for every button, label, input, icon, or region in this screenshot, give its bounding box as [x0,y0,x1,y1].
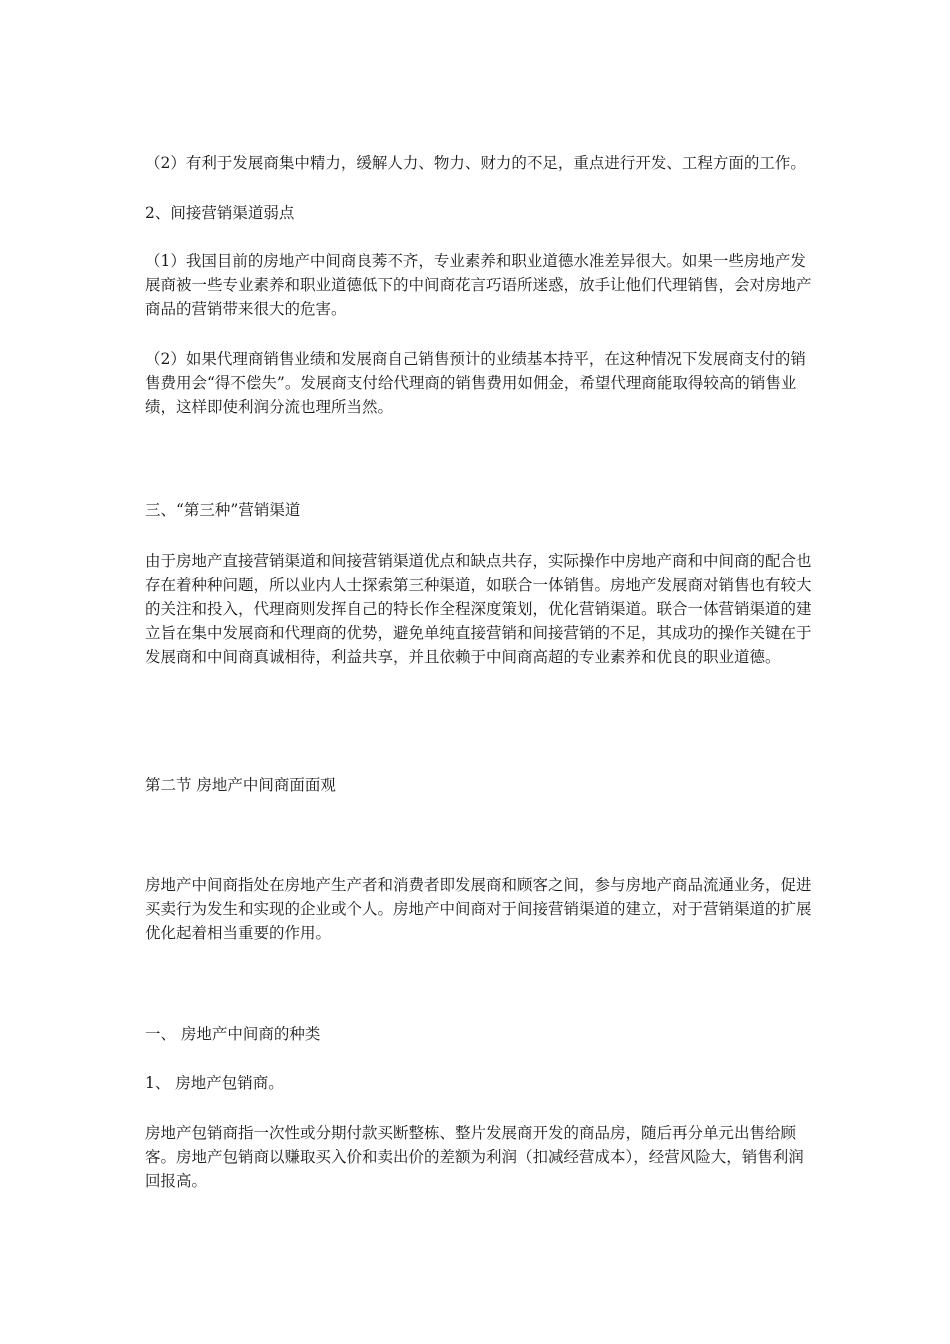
paragraph-type-1: 房地产包销商指一次性或分期付款买断整栋、整片发展商开发的商品房，随后再分单元出售给顾客。房地产包销商以赚取买入价和卖出价的差额为利润（扣减经营成本），经营风险大，销售利润回报高。 [145,1124,804,1190]
heading-section-two: 第二节 房地产中间商面面观 [145,776,336,794]
paragraph-intermediary-definition: 房地产中间商指处在房地产生产者和消费者即发展商和顾客之间，参与房地产商品流通业务，促进买卖行为发生和实现的企业或个人。房地产中间商对于间接营销渠道的建立，对于营销渠道的扩展优化起着相当重要的作用。 [145,876,812,942]
heading-indirect-weakness: 2、间接营销渠道弱点 [145,204,295,222]
paragraph-direct-strength-2: （2）有利于发展商集中精力，缓解人力、物力、财力的不足，重点进行开发、工程方面的工作。 [145,154,806,172]
heading-type-1: 1、 房地产包销商。 [145,1074,284,1092]
paragraph-indirect-weakness-1: （1）我国目前的房地产中间商良莠不齐，专业素养和职业道德水准差异很大。如果一些房地产发展商被一些专业素养和职业道德低下的中间商花言巧语所迷惑，放手让他们代理销售，会对房地产商品的营销带来很大的危害。 [145,252,812,318]
heading-intermediary-types: 一、 房地产中间商的种类 [145,1025,321,1043]
paragraph-indirect-weakness-2: （2）如果代理商销售业绩和发展商自己销售预计的业绩基本持平，在这种情况下发展商支付的销售费用会“得不偿失”。发展商支付给代理商的销售费用如佣金，希望代理商能取得较高的销售业绩，这样即使利润分流也理所当然。 [145,350,806,416]
heading-third-channel: 三、“第三种”营销渠道 [145,501,301,519]
paragraph-third-channel: 由于房地产直接营销渠道和间接营销渠道优点和缺点共存，实际操作中房地产商和中间商的配合也存在着种种问题，所以业内人士探索第三种渠道，如联合一体销售。房地产发展商对销售也有较大的关注和投入，代理商则发挥自己的特长作全程深度策划，优化营销渠道。联合一体营销渠道的建立旨在集中发展商和代理商的优势，避免单纯直接营销和间接营销的不足，其成功的操作关键在于发展商和中间商真诚相待，利益共享，并且依赖于中间商高超的专业素养和优良的职业道德。 [145,552,812,666]
